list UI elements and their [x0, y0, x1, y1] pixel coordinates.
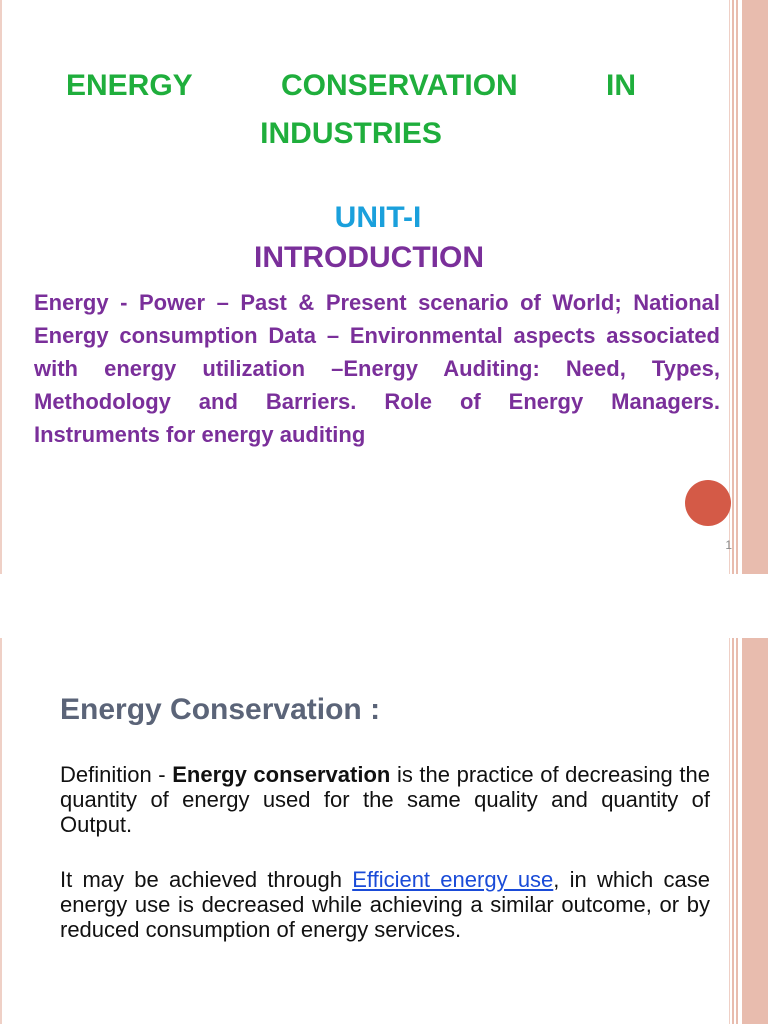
- introduction-heading: INTRODUCTION: [254, 241, 484, 274]
- title-line-2: INDUSTRIES: [260, 117, 442, 150]
- method-text: , in which case energy use is decreased while achieving a similar outcome, or by reduced consumption of energy services.: [60, 867, 710, 942]
- definition-paragraph: [60, 762, 710, 837]
- decorative-band-line: [729, 638, 730, 1024]
- method-prefix: It may be achieved through: [60, 867, 353, 892]
- definition-term: Energy conservation: [172, 762, 391, 787]
- method-paragraph: [60, 867, 710, 942]
- decorative-band-line: [732, 638, 734, 1024]
- definition-prefix: Definition -: [60, 762, 173, 787]
- section-heading: Energy Conservation :: [60, 693, 381, 726]
- decorative-band-line: [732, 0, 734, 574]
- decorative-band-line: [736, 0, 738, 574]
- slide-2: [0, 638, 768, 1024]
- unit-label: UNIT-I: [334, 201, 422, 234]
- decorative-band-line: [736, 638, 738, 1024]
- slide-gap: [0, 574, 768, 638]
- decorative-band: [742, 0, 768, 574]
- title-line-1: [66, 62, 636, 110]
- slide-title: [66, 62, 636, 158]
- title-word: ENERGY: [66, 69, 193, 102]
- left-border-line: [0, 0, 2, 574]
- decorative-circle: [685, 480, 731, 526]
- decorative-band-line: [729, 0, 730, 574]
- left-border-line: [0, 638, 2, 1024]
- title-word: IN: [606, 69, 636, 102]
- decorative-band: [742, 638, 768, 1024]
- syllabus-text: Energy - Power – Past & Present scenario of World; National Energy consumption Data – Environmental aspects associated with energy utilization –Energy Auditing: Need, Types, Methodology and Barriers. Role of Energy Managers. Instruments for energy auditing: [34, 290, 720, 447]
- slide-number: 1: [725, 538, 732, 552]
- definition-text: is the practice of decreasing the quantity of energy used for the same quality and quantity of Output.: [60, 762, 710, 837]
- title-word: CONSERVATION: [281, 69, 518, 102]
- efficient-energy-use-link[interactable]: Efficient energy use: [352, 867, 554, 892]
